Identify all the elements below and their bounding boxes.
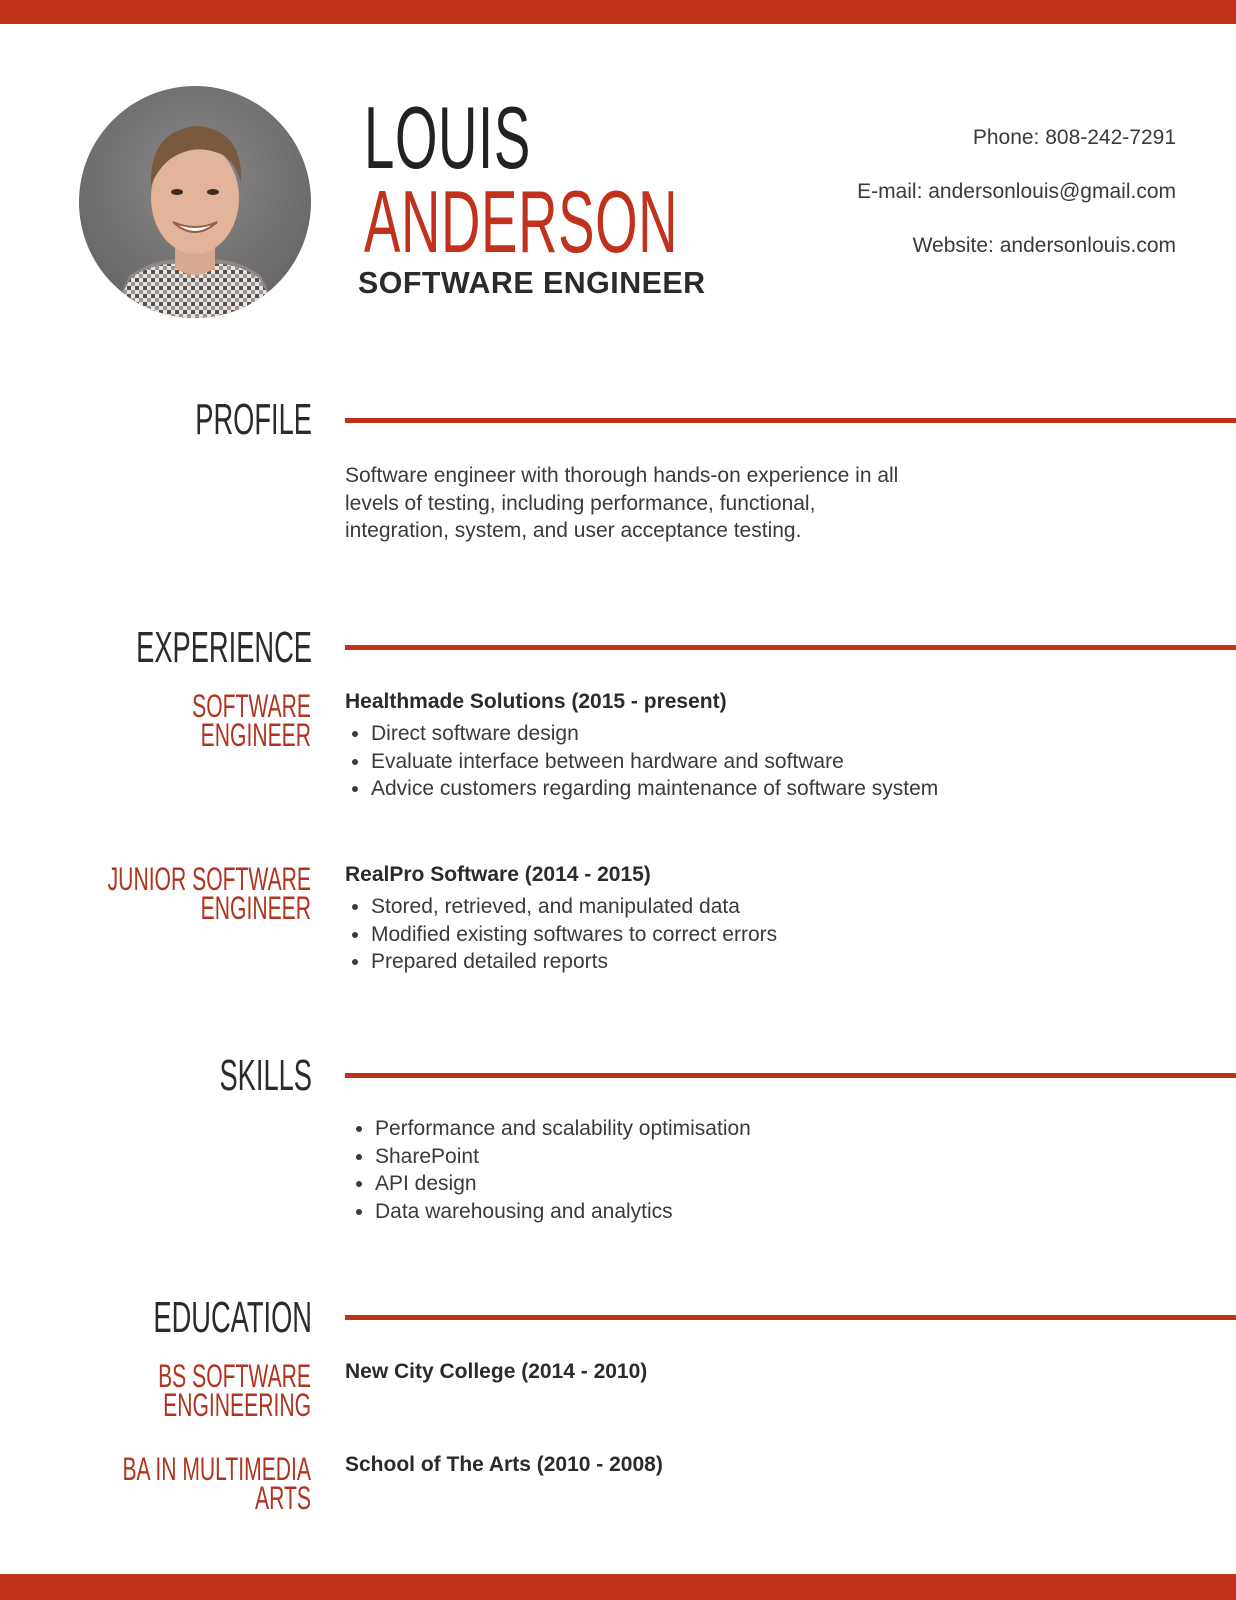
job-duties-list xyxy=(345,893,991,976)
bottom-accent-bar xyxy=(0,1574,1236,1600)
contact-website[interactable]: Website: andersonlouis.com xyxy=(912,234,1176,257)
job-role-line: SOFTWARE ENGINEER xyxy=(192,688,311,753)
contact-email[interactable]: E-mail: andersonlouis@gmail.com xyxy=(857,180,1176,203)
section-heading-skills: SKILLS xyxy=(219,1051,312,1100)
school-name: New City College (2014 - 2010) xyxy=(345,1360,648,1383)
contact-phone[interactable]: Phone: 808-242-7291 xyxy=(972,126,1176,149)
list-item: • Prepared detailed reports xyxy=(371,948,991,976)
profile-summary xyxy=(345,462,1005,545)
list-item: • API design xyxy=(375,1170,995,1198)
list-item: • Modified existing softwares to correct errors xyxy=(371,921,991,949)
top-accent-bar xyxy=(0,0,1236,24)
job-role-line: ENGINEER xyxy=(200,890,311,926)
profile-line: Software engineer with thorough hands-on experience in all xyxy=(345,464,899,487)
last-name: ANDERSON xyxy=(364,172,679,271)
section-rule-experience xyxy=(345,645,1236,650)
profile-line: integration, system, and user acceptance testing. xyxy=(345,519,802,542)
job-duties-list xyxy=(345,720,991,803)
degree-line: BA IN MULTIMEDIA xyxy=(122,1451,312,1487)
section-rule-skills xyxy=(345,1073,1236,1078)
job-role-label xyxy=(106,688,311,753)
list-item: • Advice customers regarding maintenance of software system xyxy=(371,775,991,803)
list-item: • Stored, retrieved, and manipulated data xyxy=(371,893,991,921)
job-organization: RealPro Software (2014 - 2015) xyxy=(345,863,651,886)
section-rule-profile xyxy=(345,418,1236,423)
list-item: • Evaluate interface between hardware and software xyxy=(371,748,991,776)
job-organization: Healthmade Solutions (2015 - present) xyxy=(345,690,727,713)
section-rule-education xyxy=(345,1315,1236,1320)
degree-label xyxy=(106,1451,312,1516)
job-role-line: JUNIOR SOFTWARE xyxy=(107,861,312,897)
list-item: • Data warehousing and analytics xyxy=(375,1198,995,1226)
skills-list xyxy=(349,1115,995,1225)
section-heading-experience: EXPERIENCE xyxy=(136,623,312,672)
contact-block xyxy=(857,124,1176,286)
degree-line: ARTS xyxy=(255,1480,311,1516)
degree-line: BS SOFTWARE xyxy=(158,1358,311,1394)
degree-label xyxy=(106,1358,311,1423)
profile-photo xyxy=(79,86,311,318)
person-portrait-icon xyxy=(79,86,311,318)
job-role-label xyxy=(106,861,312,926)
degree-line: ENGINEERING xyxy=(163,1387,311,1423)
job-title: SOFTWARE ENGINEER xyxy=(358,265,706,300)
list-item: • Performance and scalability optimisation xyxy=(375,1115,995,1143)
list-item: • Direct software design xyxy=(371,720,991,748)
list-item: • SharePoint xyxy=(375,1143,995,1171)
section-heading-education: EDUCATION xyxy=(153,1293,312,1342)
section-heading-profile: PROFILE xyxy=(195,395,312,444)
first-name: LOUIS xyxy=(364,88,531,187)
school-name: School of The Arts (2010 - 2008) xyxy=(345,1453,663,1476)
profile-line: levels of testing, including performance, functional, xyxy=(345,491,816,515)
